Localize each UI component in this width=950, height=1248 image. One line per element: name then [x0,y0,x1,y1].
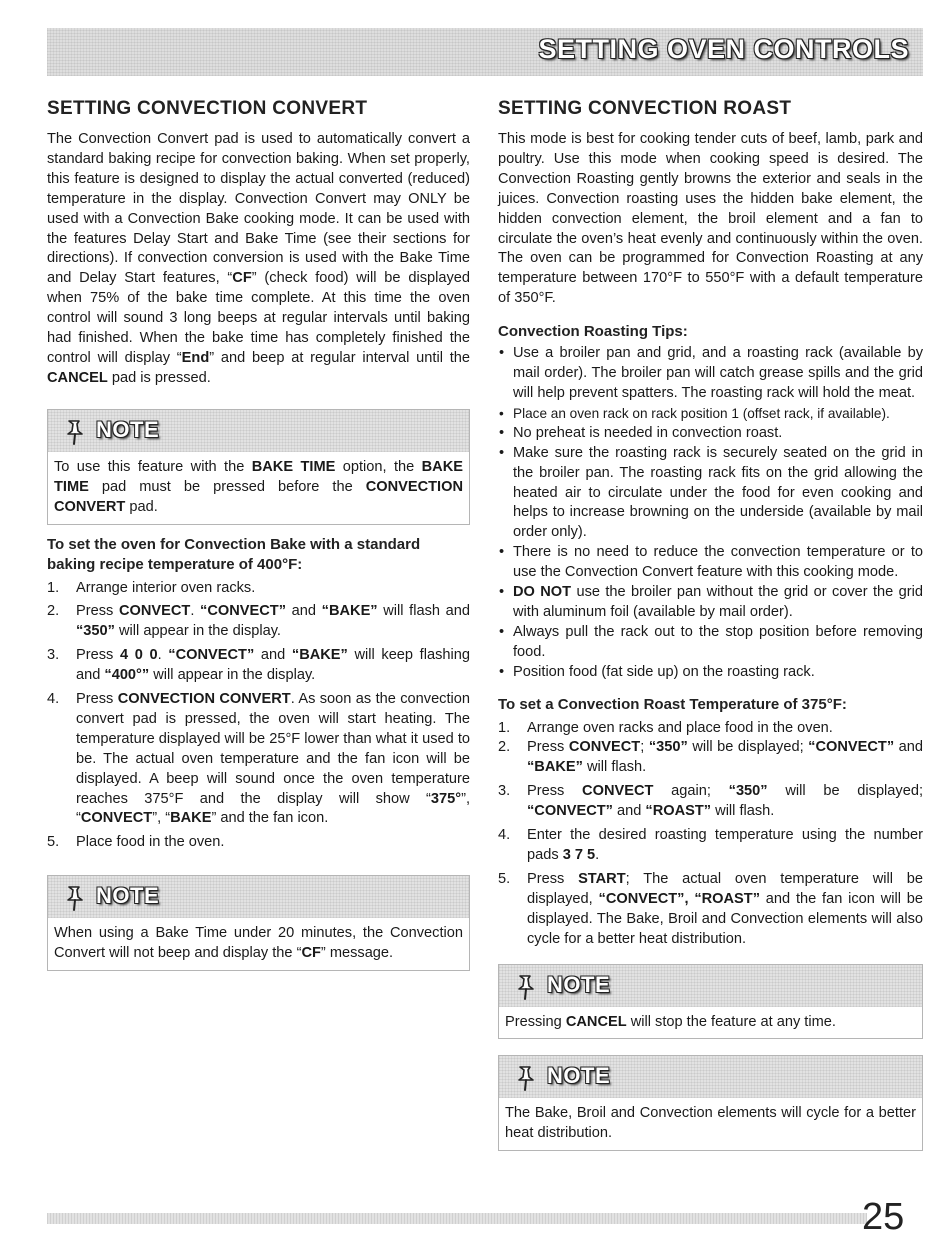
text-run: and [286,603,322,620]
bold-run: “350” [728,783,768,800]
text-run: will keep flashing and [76,647,470,684]
text-run: ; The actual oven temperature will be displayed, [527,870,923,907]
text-run: ” message. [320,945,394,962]
text-run: pad must be pressed before the [88,478,366,495]
section-heading-convection-roast: SETTING CONVECTION ROAST [498,98,792,119]
bold-run: “BAKE” [321,603,378,620]
bold-run: CONVECTION CONVERT [117,691,291,708]
text-run: Always pull the rack out to the stop position before removing food. [513,623,923,660]
bold-run: “CONVECT” [527,803,613,820]
text-run: . [190,603,201,620]
step-item [47,690,470,829]
note-title: NOTE [547,1063,611,1089]
text-run: Arrange interior oven racks. [76,579,256,596]
text-run: Place an oven rack on rack position 1 (offset rack, if available). [513,405,890,421]
text-run: will appear in the display. [114,623,281,640]
note-header [499,1056,922,1098]
text-run: will flash. [582,759,647,776]
step-item [498,782,923,822]
step-item [47,646,470,686]
text-run: Press [76,647,120,664]
left-column [47,98,470,971]
bold-run: BAKE [170,810,212,827]
bold-run: BAKE TIME [54,458,463,495]
bold-run: “ROAST” [645,803,712,820]
note-header [499,965,922,1007]
text-run: When using a Bake Time under 20 minutes, the Convection Convert will not beep and display the “ [54,925,463,962]
note-body [499,1098,922,1150]
procedure-steps [47,579,470,854]
note-title: NOTE [96,883,160,909]
text-run: will be displayed; [767,783,924,800]
note-box [498,964,923,1040]
text-run: pad is pressed. [107,369,211,386]
step-number: 2. [47,603,60,620]
text-run: and the fan icon will be displayed. The Bake, Broil and Convection elements will also cycle for a better heat distribution. [527,890,923,947]
text-run: No preheat is needed in convection roast. [513,424,783,441]
tip-item [498,623,923,663]
bold-run: 375° [430,790,462,807]
bold-run: BAKE TIME [251,458,336,475]
procedure-heading: To set the oven for Convection Bake with a standard baking recipe temperature of 400°F: [47,535,421,573]
step-number: 3. [498,783,511,800]
bold-run: 4 0 0 [119,647,158,664]
text-run: and [894,739,924,756]
note-header [48,410,469,452]
bold-run: CF [301,945,321,962]
text-run: ” (check food) will be displayed when 75% of the bake time complete. At this time the oven control will sound 3 long beeps at regular intervals until baking had finished. When the bake time has completely finished the control will display “ [47,270,470,366]
text-run: . As soon as the convection convert pad is pressed, the oven will start heating. The temperature displayed will be 25°F lower than what it used to be. The actual oven temperature and the fan icon will be displayed. A beep will sound once the oven temperature reaches 375°F and the display will show “ [76,691,471,807]
note-title: NOTE [547,971,611,997]
bold-run: CONVECT [568,739,641,756]
bold-run: “CONVECT” [200,603,286,620]
bold-run: CONVECTION CONVERT [54,478,463,515]
note-box [47,409,470,525]
text-run: will be displayed; [687,739,809,756]
bold-run: “CONVECT” [808,739,895,756]
tip-item [498,444,923,544]
step-item [498,870,923,950]
bold-run: 3 7 5 [562,847,596,863]
step-number: 2. [498,739,511,756]
page-number: 25 [862,1196,905,1238]
text-run: pad. [125,498,158,515]
step-number: 5. [498,870,511,887]
text-run: The Convection Convert pad is used to automatically convert a standard baking recipe for convection baking. When set properly, this feature is designed to display the actual converted (reduced) temperature in the display. Convection Convert may ONLY be used with a Convection Bake cooking mode. It can be used with the features Delay Start and Bake Time (see their sections for directions). If convection conversion is used with the Bake Time and Delay Start features, “ [47,131,470,287]
step-item [47,579,470,599]
text-run: ”, “ [152,810,171,827]
pushpin-icon [64,884,86,912]
bold-run: “BAKE” [291,647,348,664]
text-run: and [612,803,646,820]
step-number: 5. [47,834,60,851]
text-run: Pressing [505,1013,566,1030]
bold-run: CF [232,270,252,287]
text-run: Use a broiler pan and grid, and a roasting rack (available by mail order). The broiler pan will catch grease spills and the grid will help prevent spatters. The roasting rack will hold the meat. [513,345,923,401]
text-run: . [157,647,169,664]
text-run: The Bake, Broil and Convection elements will cycle for a better heat distribution. [505,1105,916,1142]
note-box [47,875,470,971]
text-run: again; [653,783,729,800]
footer-strip [47,1213,867,1224]
tip-item [498,543,923,583]
step-number: 4. [498,827,511,844]
pushpin-icon [515,973,537,1001]
bold-run: End [181,349,210,366]
note-body [499,1007,922,1039]
text-run: Enter the desired roasting temperature using the number pads [527,827,923,863]
bold-run: CONVECT [582,783,654,800]
note-title: NOTE [96,416,160,442]
bold-run: CANCEL [47,369,108,386]
tip-item [498,583,923,623]
bold-run: “BAKE” [527,759,583,776]
text-run: ”, “ [76,790,470,827]
bold-run: “350” [76,623,115,640]
note-body [48,918,469,970]
bold-run: “350” [648,739,688,756]
tip-item [498,663,923,683]
page-header-banner [47,28,923,76]
step-number: 3. [47,647,60,664]
note-header [48,876,469,918]
bold-run: “400°” [104,667,150,684]
right-column [498,98,923,1151]
bold-run: CONVECT [118,603,191,620]
step-item [47,833,470,853]
convection-convert-intro [47,130,470,389]
text-run: will appear in the display. [149,667,316,684]
text-run: use the broiler pan without the grid or cover the grid with aluminum foil (available by mail order). [513,584,923,620]
text-run: option, the [335,458,422,475]
step-item [498,738,923,778]
step-item [498,719,923,739]
text-run: Arrange oven racks and place food in the oven. [527,719,833,736]
step-item [47,602,470,642]
step-number: 1. [47,579,60,596]
bold-run: CONVECT [80,810,153,827]
pushpin-icon [64,418,86,446]
text-run: Place food in the oven. [76,834,225,851]
tip-item [498,424,923,444]
text-run: Make sure the roasting rack is securely seated on the grid in the broiler pan. The roasting rack fits on the grid allowing the heated air to circulate under the food for even cooking and helps to increase browning on the underside (available by mail order only). [513,444,923,541]
text-run: will flash. [711,803,775,820]
step-number: 1. [498,719,511,736]
text-run: ; [640,739,649,756]
tips-list [498,344,923,682]
bold-run: CANCEL [565,1013,627,1030]
text-run: Press [76,603,119,620]
text-run: ” and beep at regular interval until the [209,349,470,366]
tip-item [498,344,923,404]
bold-run: “CONVECT” [168,647,255,664]
text-run: ” and the fan icon. [211,810,329,827]
text-run: Press [527,870,579,887]
text-run: Press [76,691,118,708]
note-body [48,452,469,524]
text-run: To use this feature with the [54,458,252,475]
text-run: Press [527,739,569,756]
text-run: Press [527,783,583,800]
procedure-heading: To set a Convection Roast Temperature of 375°F: [498,695,847,713]
step-number: 4. [47,691,60,708]
text-run: and [254,647,292,664]
page-title: SETTING OVEN CONTROLS [538,34,909,64]
text-run: There is no need to reduce the convection temperature or to use the Convection Convert feature with this cooking mode. [513,544,923,581]
bold-run: DO NOT [513,584,572,601]
bold-run: START [578,870,626,887]
step-item [498,826,923,866]
pushpin-icon [515,1064,537,1092]
note-box [498,1055,923,1151]
text-run: . [595,847,600,863]
section-heading-convection-convert: SETTING CONVECTION CONVERT [47,98,368,119]
text-run: will flash and [377,603,471,620]
text-run: Position food (fat side up) on the roasting rack. [513,663,815,680]
convection-roast-intro: This mode is best for cooking tender cuts of beef, lamb, park and poultry. Use this mode when cooking speed is desired. The Convection Roasting gently browns the exterior and seals in the juices. Convection roasting uses the hidden bake element, the hidden convection element, the broil element and a fan to circulate the oven’s heat evenly and continuously within the oven. The oven can be programmed for Convection Roasting at any temperature between 170°F to 550°F with a default temperature of 350°F. [498,131,923,307]
procedure-steps [498,719,923,950]
bold-run: “CONVECT”, “ROAST” [598,890,760,907]
tip-item [498,404,923,424]
text-run: will stop the feature at any time. [626,1013,836,1030]
tips-heading: Convection Roasting Tips: [498,323,688,341]
